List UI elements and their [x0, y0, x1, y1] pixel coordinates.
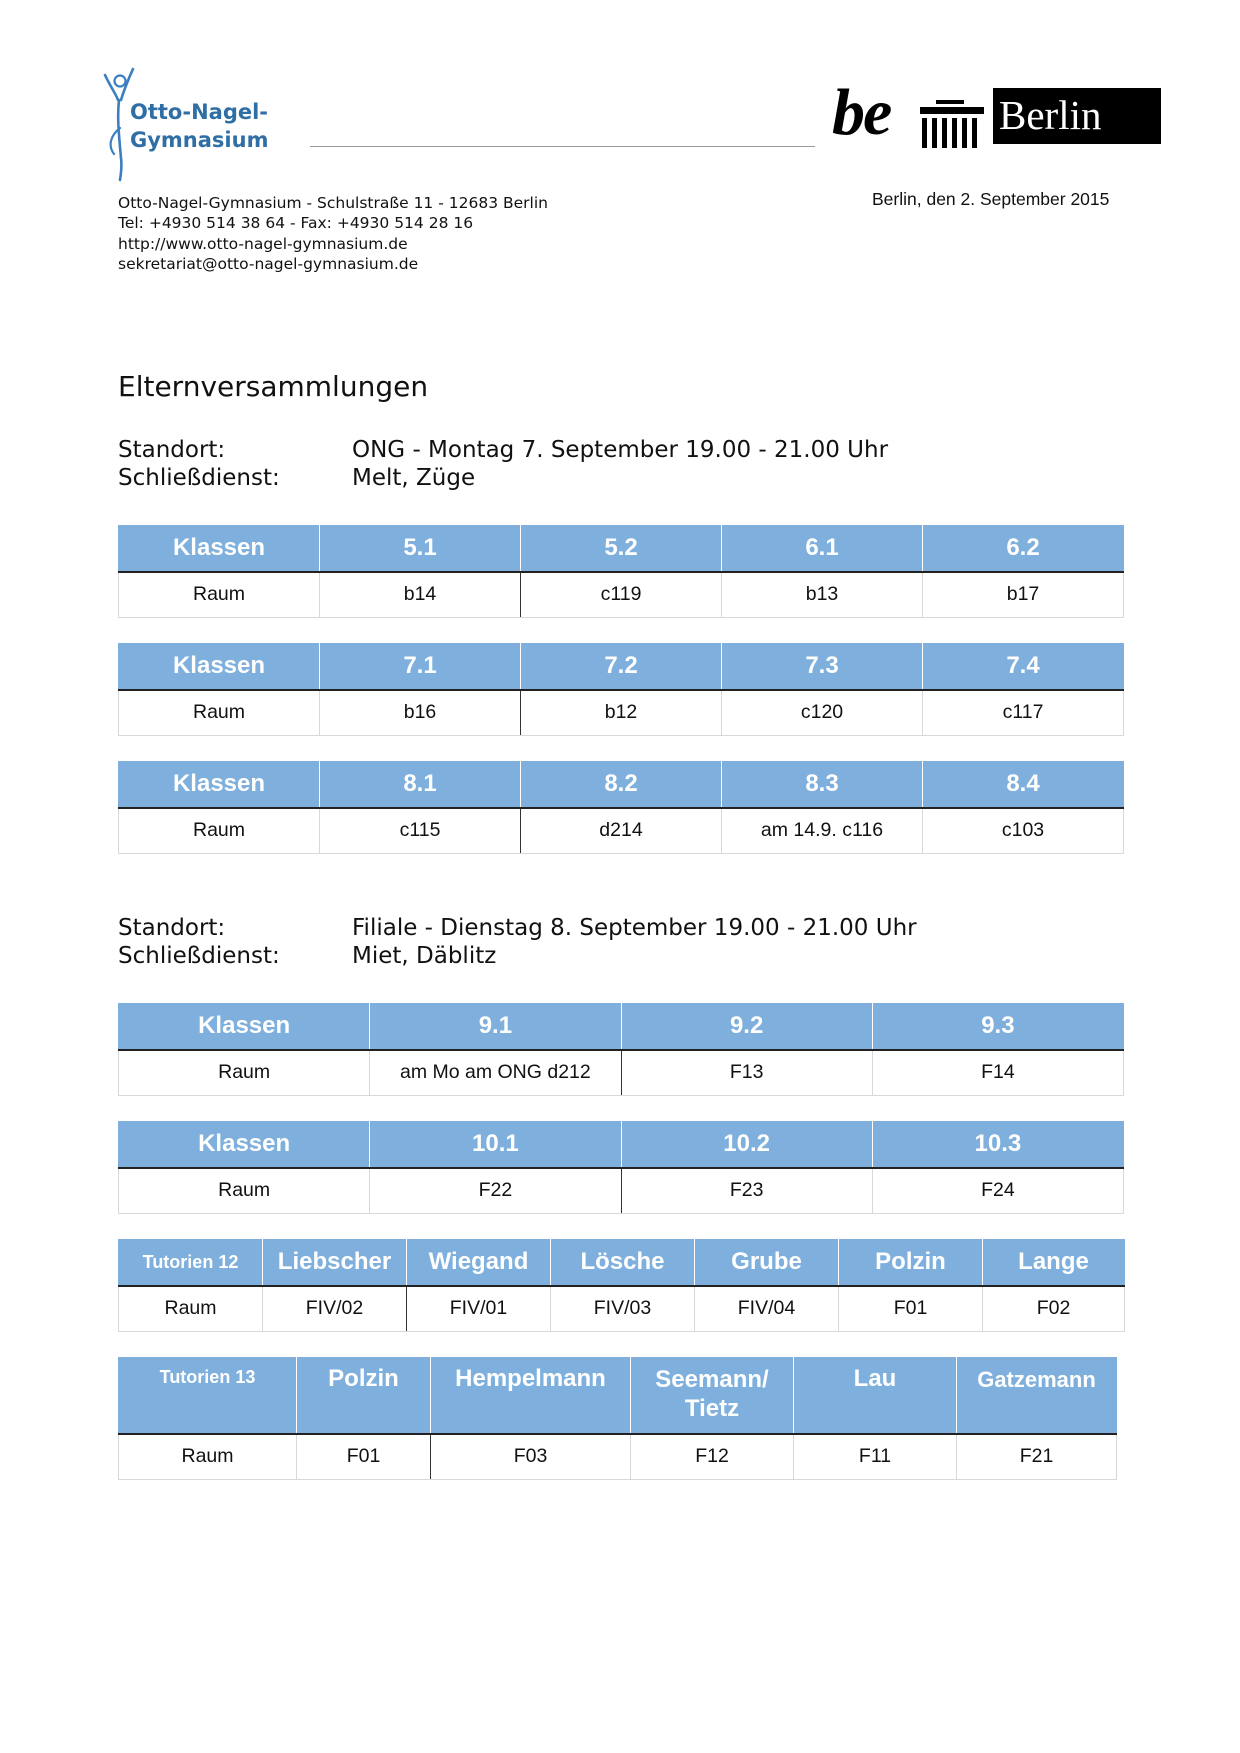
- table-row: [119, 1286, 1125, 1331]
- table-header-cell: Gatzemann: [957, 1357, 1117, 1434]
- standort-value: ONG - Montag 7. September 19.00 - 21.00 Uhr: [352, 437, 889, 463]
- table-header-cell: Seemann/ Tietz: [631, 1357, 794, 1434]
- table-header-cell: 7.1: [320, 643, 521, 690]
- table-cell: c103: [923, 808, 1124, 853]
- address-line-3: http://www.otto-nagel-gymnasium.de: [118, 235, 408, 253]
- schliessdienst-label: Schließdienst:: [118, 465, 280, 491]
- table-header-cell: Tutorien 12: [119, 1239, 263, 1286]
- table-header-cell: 6.2: [923, 525, 1124, 572]
- schliessdienst-value: Miet, Däblitz: [352, 943, 497, 969]
- document-title: Elternversammlungen: [118, 370, 429, 403]
- table-row: [119, 808, 1124, 853]
- table-cell: FIV/01: [407, 1286, 551, 1331]
- table-cell: c120: [722, 690, 923, 735]
- room-table-7: [118, 643, 1124, 736]
- table-cell: Raum: [119, 808, 320, 853]
- table-header-cell: 8.4: [923, 761, 1124, 808]
- table-cell: F01: [839, 1286, 983, 1331]
- address-line-2: Tel: +4930 514 38 64 - Fax: +4930 514 28 16: [118, 214, 474, 232]
- table-cell: c115: [320, 808, 521, 853]
- room-table-9: [118, 1003, 1124, 1096]
- table-cell: Raum: [119, 572, 320, 617]
- table-header-cell: 6.1: [722, 525, 923, 572]
- table-header-row: [119, 1003, 1124, 1050]
- standort-label: Standort:: [118, 437, 226, 463]
- table-cell: F14: [872, 1050, 1123, 1095]
- table-header-cell: 7.4: [923, 643, 1124, 690]
- table-row: [119, 1168, 1124, 1213]
- school-logo-figure-icon: [100, 66, 140, 184]
- table-cell: b17: [923, 572, 1124, 617]
- table-cell: b16: [320, 690, 521, 735]
- table-cell: c119: [521, 572, 722, 617]
- table-header-row: [119, 643, 1124, 690]
- table-cell: F13: [621, 1050, 872, 1095]
- berlin-logo: [830, 76, 1130, 154]
- table-row: [119, 690, 1124, 735]
- table-header-cell: Lau: [794, 1357, 957, 1434]
- table-header-cell: 10.2: [621, 1121, 872, 1168]
- table-cell: b13: [722, 572, 923, 617]
- table-cell: F01: [297, 1434, 431, 1479]
- table-cell: Raum: [119, 1286, 263, 1331]
- table-header-cell: Polzin: [839, 1239, 983, 1286]
- table-header-cell: 9.2: [621, 1003, 872, 1050]
- address-line-4: sekretariat@otto-nagel-gymnasium.de: [118, 255, 419, 273]
- table-header-row: [119, 1239, 1125, 1286]
- schliessdienst-value: Melt, Züge: [352, 465, 476, 491]
- schliessdienst-label: Schließdienst:: [118, 943, 280, 969]
- table-header-cell: Klassen: [119, 1121, 370, 1168]
- table-cell: F23: [621, 1168, 872, 1213]
- berlin-logo-be: be: [832, 76, 891, 149]
- table-cell: FIV/04: [695, 1286, 839, 1331]
- table-header-cell: Lange: [983, 1239, 1125, 1286]
- berlin-logo-word: Berlin: [999, 92, 1102, 138]
- table-header-cell: 9.3: [872, 1003, 1123, 1050]
- table-cell: F03: [431, 1434, 631, 1479]
- table-cell: F24: [872, 1168, 1123, 1213]
- school-logo-line1: Otto-Nagel-: [130, 100, 269, 124]
- standort-value: Filiale - Dienstag 8. September 19.00 - 21.00 Uhr: [352, 915, 917, 941]
- table-header-row: [119, 1121, 1124, 1168]
- table-header-cell: 7.2: [521, 643, 722, 690]
- table-header-cell: 7.3: [722, 643, 923, 690]
- table-header-cell: 9.1: [370, 1003, 621, 1050]
- table-cell: am Mo am ONG d212: [370, 1050, 621, 1095]
- table-header-cell: Hempelmann: [431, 1357, 631, 1434]
- table-header-cell: 8.1: [320, 761, 521, 808]
- document-date: Berlin, den 2. September 2015: [872, 189, 1110, 209]
- table-header-cell: Klassen: [119, 525, 320, 572]
- table-row: [119, 1050, 1124, 1095]
- table-header-row: [119, 525, 1124, 572]
- table-header-cell: 5.1: [320, 525, 521, 572]
- table-header-cell: Klassen: [119, 643, 320, 690]
- room-table-8: [118, 761, 1124, 854]
- table-header-cell: Polzin: [297, 1357, 431, 1434]
- table-cell: F02: [983, 1286, 1125, 1331]
- table-cell: F22: [370, 1168, 621, 1213]
- table-cell: Raum: [119, 1434, 297, 1479]
- table-cell: c117: [923, 690, 1124, 735]
- table-header-cell: Grube: [695, 1239, 839, 1286]
- table-header-cell: Tutorien 13: [119, 1357, 297, 1434]
- table-header-cell: 8.3: [722, 761, 923, 808]
- brandenburg-gate-icon: [914, 94, 994, 152]
- room-table-5-6: [118, 525, 1124, 618]
- table-cell: b14: [320, 572, 521, 617]
- table-cell: Raum: [119, 690, 320, 735]
- table-cell: FIV/03: [551, 1286, 695, 1331]
- school-logo-line2: Gymnasium: [130, 128, 269, 152]
- address-line-1: Otto-Nagel-Gymnasium - Schulstraße 11 - 12683 Berlin: [118, 194, 548, 212]
- standort-label: Standort:: [118, 915, 226, 941]
- table-header-cell: 5.2: [521, 525, 722, 572]
- table-cell: b12: [521, 690, 722, 735]
- table-header-cell: 8.2: [521, 761, 722, 808]
- table-header-cell: 10.1: [370, 1121, 621, 1168]
- table-header-cell: Wiegand: [407, 1239, 551, 1286]
- table-header-cell: Klassen: [119, 761, 320, 808]
- table-header-cell: Liebscher: [263, 1239, 407, 1286]
- header-rule: [310, 146, 815, 147]
- table-cell: d214: [521, 808, 722, 853]
- school-logo: [100, 66, 310, 184]
- table-cell: FIV/02: [263, 1286, 407, 1331]
- table-cell: F21: [957, 1434, 1117, 1479]
- table-header-cell: Lösche: [551, 1239, 695, 1286]
- table-row: [119, 1434, 1117, 1479]
- tutorien-13-table: [118, 1357, 1117, 1480]
- table-header-cell: 10.3: [872, 1121, 1123, 1168]
- table-cell: am 14.9. c116: [722, 808, 923, 853]
- room-table-10: [118, 1121, 1124, 1214]
- table-cell: Raum: [119, 1050, 370, 1095]
- table-row: [119, 572, 1124, 617]
- table-header-cell: Klassen: [119, 1003, 370, 1050]
- tutorien-12-table: [118, 1239, 1125, 1332]
- table-header-row: [119, 761, 1124, 808]
- table-cell: Raum: [119, 1168, 370, 1213]
- table-cell: F12: [631, 1434, 794, 1479]
- table-cell: F11: [794, 1434, 957, 1479]
- table-header-row: [119, 1357, 1117, 1434]
